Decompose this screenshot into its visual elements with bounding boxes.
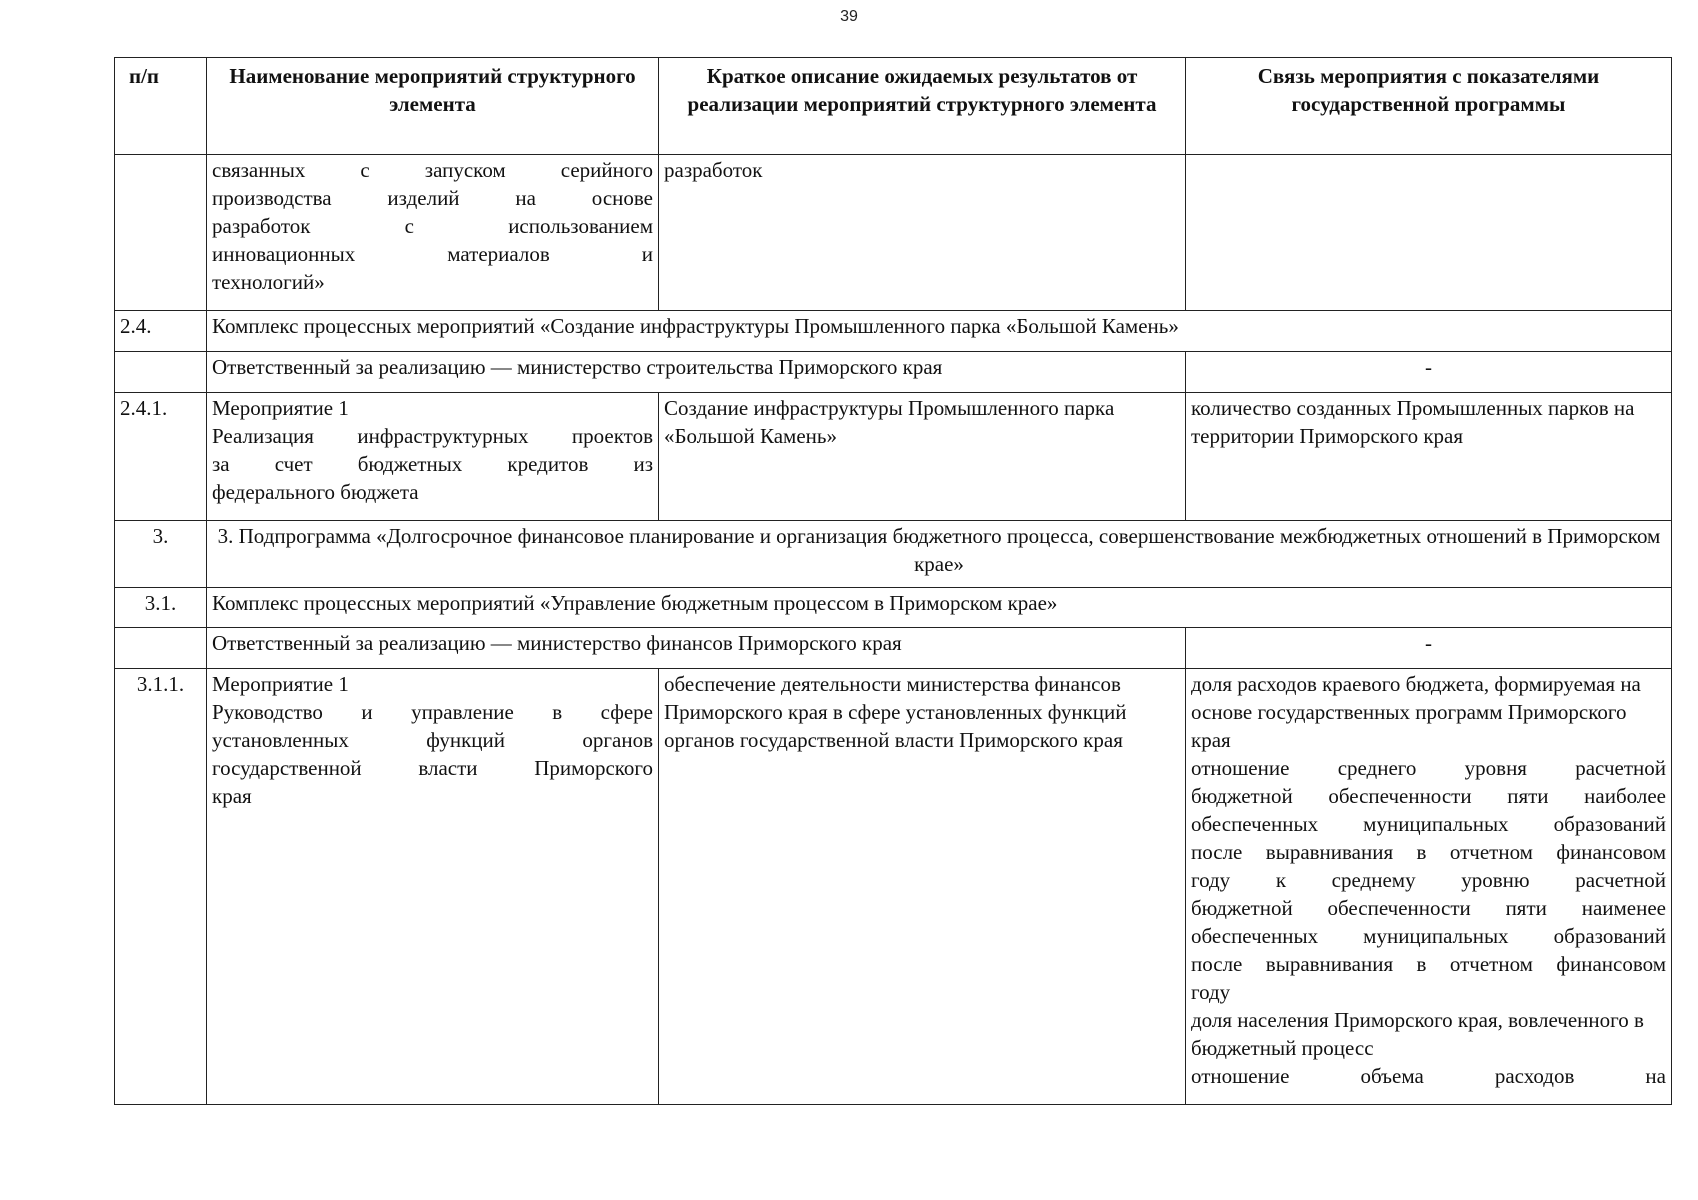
expected-result-cell: обеспечение деятельности министерства финансов Приморского края в сфере установленных функций органов государственной власти Приморского края: [659, 669, 1186, 1105]
row-number: [115, 628, 207, 669]
responsible-cell: Ответственный за реализацию — министерство строительства Приморского края: [207, 352, 1186, 393]
measure-name-cell: [207, 393, 659, 521]
text-line: установленных функций органов: [212, 728, 653, 752]
header-program-indicators: Связь мероприятия с показателями государственной программы: [1186, 58, 1672, 155]
text-line: году к среднему уровню расчетной: [1191, 868, 1666, 892]
indicator-text: доля населения Приморского края, вовлеченного в бюджетный процесс: [1191, 1008, 1644, 1060]
text-line: отношение объема расходов на: [1191, 1064, 1666, 1088]
table-row: [115, 311, 1672, 352]
indicator-cell: количество созданных Промышленных парков на территории Приморского края: [1186, 393, 1672, 521]
header-expected-results: Краткое описание ожидаемых результатов от реализации мероприятий структурного элемента: [659, 58, 1186, 155]
text-line: году: [1191, 980, 1231, 1004]
indicator-text: доля расходов краевого бюджета, формируемая на основе государственных программ Приморского края: [1191, 672, 1641, 752]
row-number: 3.1.: [115, 588, 207, 628]
indicator-cell: [1186, 669, 1672, 1105]
text-line: после выравнивания в отчетном финансовом: [1191, 952, 1666, 976]
indicator-cell: -: [1186, 352, 1672, 393]
table-row: [115, 669, 1672, 1105]
measures-table: [114, 57, 1672, 1105]
table-row: [115, 521, 1672, 588]
table-row: [115, 352, 1672, 393]
text-line: связанных с запуском серийного: [212, 158, 653, 182]
text-line: разработок с использованием: [212, 214, 653, 238]
subprogram-title-cell: 3. Подпрограмма «Долгосрочное финансовое планирование и организация бюджетного процесса, совершенствование межбюджетных отношений в Приморском крае»: [207, 521, 1672, 588]
indicator-cell: [1186, 155, 1672, 311]
text-line: бюджетной обеспеченности пяти наименее: [1191, 896, 1666, 920]
text-line: Руководство и управление в сфере: [212, 700, 653, 724]
text-line: обеспеченных муниципальных образований: [1191, 924, 1666, 948]
header-number: п/п: [115, 58, 207, 155]
table-row: [115, 393, 1672, 521]
text-line: бюджетной обеспеченности пяти наиболее: [1191, 784, 1666, 808]
text-line: инновационных материалов и: [212, 242, 653, 266]
text-line: государственной власти Приморского: [212, 756, 653, 780]
text-line: края: [212, 784, 252, 808]
table-row: [115, 588, 1672, 628]
row-number: 2.4.: [115, 311, 207, 352]
header-measure-name: Наименование мероприятий структурного элемента: [207, 58, 659, 155]
row-number: [115, 155, 207, 311]
page-number: 39: [840, 8, 858, 25]
text-line: технологий»: [212, 270, 325, 294]
table-row: [115, 155, 1672, 311]
text-line: за счет бюджетных кредитов из: [212, 452, 653, 476]
text-line: обеспеченных муниципальных образований: [1191, 812, 1666, 836]
row-number: [115, 352, 207, 393]
row-number: 3.1.1.: [115, 669, 207, 1105]
measure-title: Мероприятие 1: [212, 672, 349, 696]
complex-title-cell: Комплекс процессных мероприятий «Управление бюджетным процессом в Приморском крае»: [207, 588, 1672, 628]
indicator-cell: -: [1186, 628, 1672, 669]
table-header-row: [115, 58, 1672, 155]
row-number: 2.4.1.: [115, 393, 207, 521]
measure-title: Мероприятие 1: [212, 396, 349, 420]
responsible-cell: Ответственный за реализацию — министерство финансов Приморского края: [207, 628, 1186, 669]
expected-result-cell: разработок: [659, 155, 1186, 311]
text-line: Реализация инфраструктурных проектов: [212, 424, 653, 448]
text-line: после выравнивания в отчетном финансовом: [1191, 840, 1666, 864]
text-line: отношение среднего уровня расчетной: [1191, 756, 1666, 780]
row-number: 3.: [115, 521, 207, 588]
complex-title-cell: Комплекс процессных мероприятий «Создание инфраструктуры Промышленного парка «Большой Камень»: [207, 311, 1672, 352]
text-line: производства изделий на основе: [212, 186, 653, 210]
expected-result-cell: Создание инфраструктуры Промышленного парка «Большой Камень»: [659, 393, 1186, 521]
text-line: федерального бюджета: [212, 480, 419, 504]
measure-name-cell: [207, 155, 659, 311]
measure-name-cell: [207, 669, 659, 1105]
table-row: [115, 628, 1672, 669]
